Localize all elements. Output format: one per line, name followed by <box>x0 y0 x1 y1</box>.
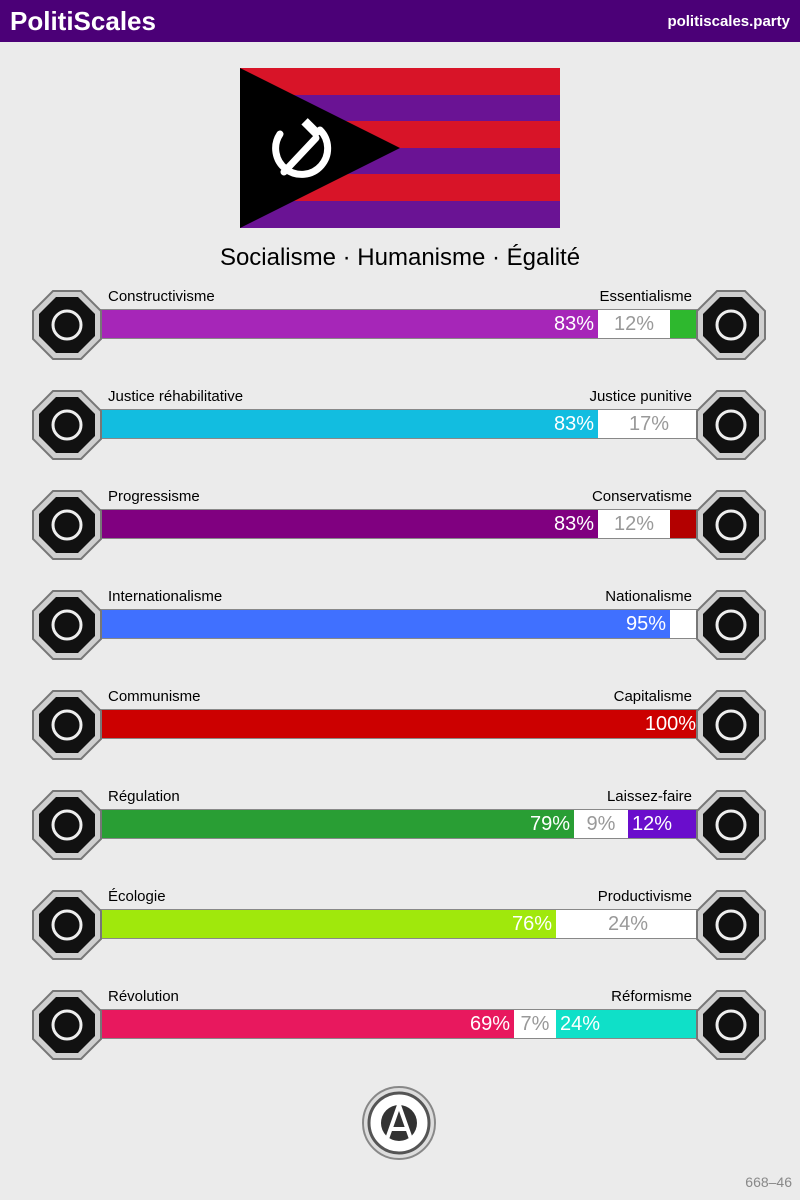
axis-bar <box>100 809 700 839</box>
axis-neutral-segment <box>556 910 700 938</box>
comet-icon <box>32 490 102 560</box>
axis-right-label: Laissez-faire <box>606 788 692 805</box>
axis-bar <box>100 609 700 639</box>
axis-row <box>0 788 800 868</box>
axis-left-percent: 76% <box>511 912 552 935</box>
app-header <box>0 0 800 42</box>
axis-neutral-percent: 12% <box>613 312 655 335</box>
axis-neutral-percent: 24% <box>607 912 649 935</box>
axis-left-segment <box>100 410 598 438</box>
axis-left-label: Justice réhabilitative <box>108 388 244 405</box>
axis-neutral-segment <box>514 1010 556 1038</box>
axis-left-percent: 83% <box>553 412 594 435</box>
axis-right-percent: 24% <box>560 1012 601 1035</box>
ballot-box-icon <box>696 990 766 1060</box>
axis-left-label: Progressisme <box>108 488 200 505</box>
axis-neutral-segment <box>574 810 628 838</box>
prison-bars-icon <box>696 390 766 460</box>
axis-right-label: Justice punitive <box>589 388 692 405</box>
ideology-flag <box>240 68 560 228</box>
axis-right-label: Productivisme <box>597 888 692 905</box>
ideology-slogan: Socialisme · Humanisme · Égalité <box>219 244 581 271</box>
app-title[interactable]: PolitiScales <box>10 5 156 36</box>
axis-left-segment <box>100 310 598 338</box>
axis-right-label: Réformisme <box>611 988 692 1005</box>
axis-bar <box>100 1009 700 1039</box>
axis-neutral-percent: 12% <box>613 512 655 535</box>
axis-row <box>0 588 800 668</box>
axis-neutral-segment <box>598 310 670 338</box>
gear-icon <box>696 890 766 960</box>
axis-left-percent: 100% <box>644 712 696 735</box>
result-code: 668–46 <box>745 1174 792 1190</box>
axis-row <box>0 688 800 768</box>
ruler-compass-icon <box>32 790 102 860</box>
axis-left-segment <box>100 610 670 638</box>
axis-left-percent: 83% <box>553 512 594 535</box>
axis-row <box>0 388 800 468</box>
axis-row <box>0 288 800 368</box>
butterfly-icon <box>696 790 766 860</box>
raised-fist-icon <box>32 990 102 1060</box>
eye-icon <box>32 290 102 360</box>
axis-left-percent: 69% <box>469 1012 510 1035</box>
axis-left-segment <box>100 510 598 538</box>
quill-icon <box>696 490 766 560</box>
money-bag-icon <box>696 690 766 760</box>
globe-laurel-icon <box>32 590 102 660</box>
axis-left-percent: 79% <box>529 812 570 835</box>
axis-left-percent: 83% <box>553 312 594 335</box>
axis-left-label: Internationalisme <box>108 588 223 605</box>
hammer-sickle-icon <box>32 690 102 760</box>
axis-neutral-percent: 17% <box>628 412 670 435</box>
anarchism-seal-icon <box>361 1085 437 1161</box>
site-url[interactable]: politiscales.party <box>667 12 790 30</box>
flag-icon <box>696 590 766 660</box>
axis-row <box>0 988 800 1068</box>
axis-left-label: Écologie <box>108 888 166 905</box>
axis-left-label: Communisme <box>108 688 201 705</box>
axis-left-label: Régulation <box>108 788 180 805</box>
handshake-icon <box>32 390 102 460</box>
flag-image <box>240 68 560 228</box>
axis-left-label: Révolution <box>108 988 179 1005</box>
axis-bar <box>100 909 700 939</box>
axis-neutral-segment <box>598 410 700 438</box>
axis-right-segment <box>628 810 700 838</box>
sprout-icon <box>32 890 102 960</box>
axis-left-percent: 95% <box>625 612 666 635</box>
axis-left-segment <box>100 1010 514 1038</box>
axis-right-label: Conservatisme <box>591 488 692 505</box>
axis-bar <box>100 309 700 339</box>
axis-bar <box>100 509 700 539</box>
axis-neutral-percent: 7% <box>520 1012 550 1035</box>
axis-right-segment <box>556 1010 700 1038</box>
axis-right-label: Essentialisme <box>599 288 692 305</box>
axis-bar <box>100 709 700 739</box>
axis-left-segment <box>100 810 574 838</box>
axis-bar <box>100 409 700 439</box>
axis-neutral-percent: 9% <box>586 812 616 835</box>
axis-left-label: Constructivisme <box>108 288 215 305</box>
dna-flower-icon <box>696 290 766 360</box>
axis-right-label: Capitalisme <box>613 688 692 705</box>
axis-right-label: Nationalisme <box>605 588 692 605</box>
axis-right-percent: 12% <box>632 812 673 835</box>
axis-left-segment <box>100 910 556 938</box>
axis-left-segment <box>100 710 700 738</box>
axis-neutral-segment <box>598 510 670 538</box>
axis-row <box>0 888 800 968</box>
axis-row <box>0 488 800 568</box>
